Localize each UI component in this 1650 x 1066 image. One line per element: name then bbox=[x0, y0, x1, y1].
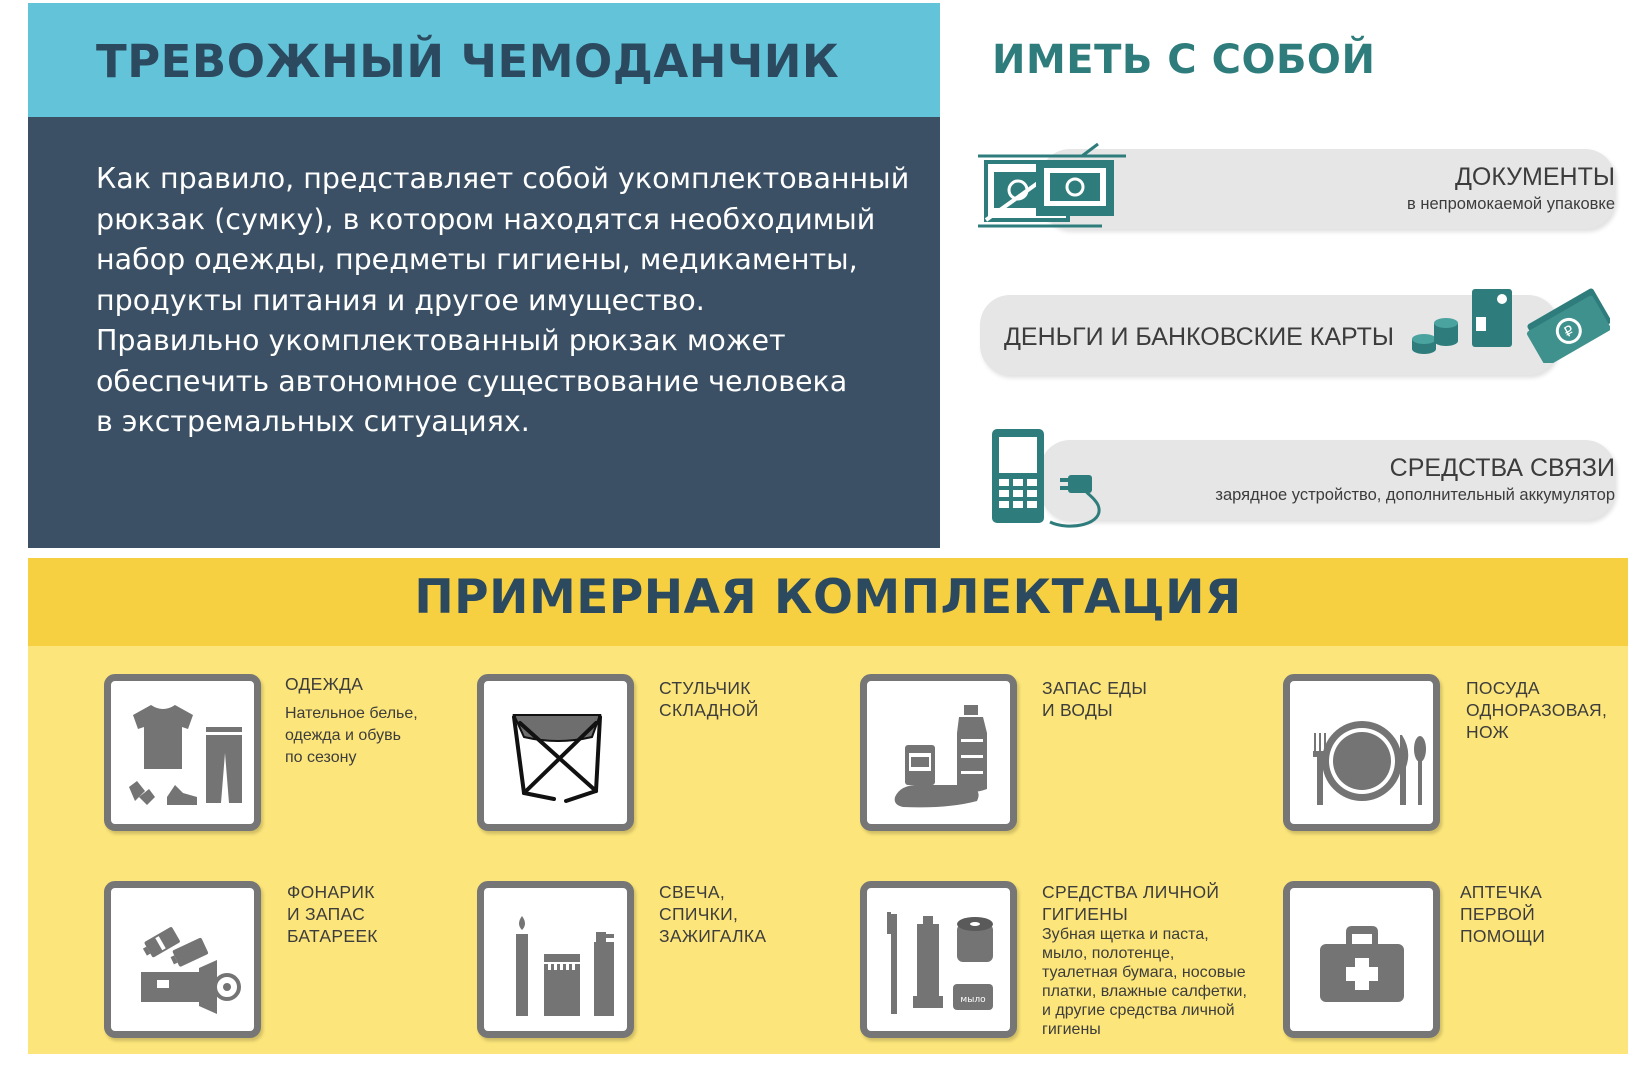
kit-item-label: АПТЕЧКА ПЕРВОЙ ПОМОЩИ bbox=[1460, 882, 1546, 946]
kit-tile-dishes bbox=[1283, 674, 1440, 831]
carry-item-title: СРЕДСТВА СВЯЗИ bbox=[1389, 454, 1615, 482]
description-line: набор одежды, предметы гигиены, медикаменты, bbox=[96, 243, 858, 276]
description-line: Правильно укомплектованный рюкзак может bbox=[96, 324, 786, 357]
carry-item-subtitle: зарядное устройство, дополнительный аккумулятор bbox=[1215, 486, 1615, 504]
carry-item-subtitle: в непромокаемой упаковке bbox=[1407, 195, 1615, 213]
kit-item-desc: Зубная щетка и паста, мыло, полотенце, туалетная бумага, носовые платки, влажные салфетки, и другие средства личной гигиены bbox=[1042, 926, 1247, 1038]
soap-label: мыло bbox=[960, 995, 986, 1005]
svg-text:₽: ₽ bbox=[1561, 322, 1578, 341]
kit-item-label: СРЕДСТВА ЛИЧНОЙ ГИГИЕНЫ bbox=[1042, 882, 1220, 924]
kit-item-label: ОДЕЖДА bbox=[285, 674, 364, 694]
kit-item-label: СВЕЧА, СПИЧКИ, ЗАЖИГАЛКА bbox=[659, 882, 767, 946]
candle-matches-icon bbox=[484, 888, 627, 1031]
description-line: в экстремальных ситуациях. bbox=[96, 405, 530, 438]
kit-item-label: ПОСУДА ОДНОРАЗОВАЯ, НОЖ bbox=[1466, 678, 1608, 742]
kit-item-label: ЗАПАС ЕДЫ И ВОДЫ bbox=[1042, 678, 1148, 720]
description-line: Как правило, представляет собой укомплектованный bbox=[96, 162, 910, 195]
folding-stool-icon bbox=[484, 681, 627, 824]
food-water-icon bbox=[867, 681, 1010, 824]
clothes-icon bbox=[111, 681, 254, 824]
kit-tile-clothes bbox=[104, 674, 261, 831]
carry-item-title: ДЕНЬГИ И БАНКОВСКИЕ КАРТЫ bbox=[1004, 323, 1394, 351]
kit-tile-candle bbox=[477, 881, 634, 1038]
carry-section-title: ИМЕТЬ С СОБОЙ bbox=[992, 37, 1376, 83]
phone-charger-icon bbox=[988, 425, 1113, 535]
kit-item-label: ФОНАРИК И ЗАПАС БАТАРЕЕК bbox=[287, 882, 378, 946]
first-aid-icon bbox=[1290, 888, 1433, 1031]
kit-tile-first-aid bbox=[1283, 881, 1440, 1038]
page-title: ТРЕВОЖНЫЙ ЧЕМОДАНЧИК bbox=[96, 35, 840, 88]
money-cards-icon bbox=[1410, 283, 1610, 363]
carry-item-title: ДОКУМЕНТЫ bbox=[1454, 163, 1615, 191]
hygiene-icon bbox=[867, 888, 1010, 1031]
description-line: продукты питания и другое имущество. bbox=[96, 283, 705, 317]
dishes-icon bbox=[1290, 681, 1433, 824]
kit-section-title: ПРИМЕРНАЯ КОМПЛЕКТАЦИЯ bbox=[414, 570, 1242, 625]
kit-tile-hygiene bbox=[860, 881, 1017, 1038]
description-line: рюкзак (сумку), в котором находятся необходимый bbox=[96, 202, 876, 236]
kit-tile-stool bbox=[477, 674, 634, 831]
kit-item-label: СТУЛЬЧИК СКЛАДНОЙ bbox=[659, 678, 759, 720]
description-text bbox=[96, 159, 910, 443]
title-bar bbox=[28, 3, 940, 117]
kit-item-desc: Нательное белье, одежда и обувь по сезону bbox=[285, 705, 418, 766]
kit-tile-flashlight bbox=[104, 881, 261, 1038]
documents-icon bbox=[972, 140, 1132, 230]
description-line: обеспечить автономное существование человека bbox=[96, 364, 848, 398]
description-panel bbox=[28, 117, 940, 548]
flashlight-icon bbox=[111, 888, 254, 1031]
kit-tile-food bbox=[860, 674, 1017, 831]
